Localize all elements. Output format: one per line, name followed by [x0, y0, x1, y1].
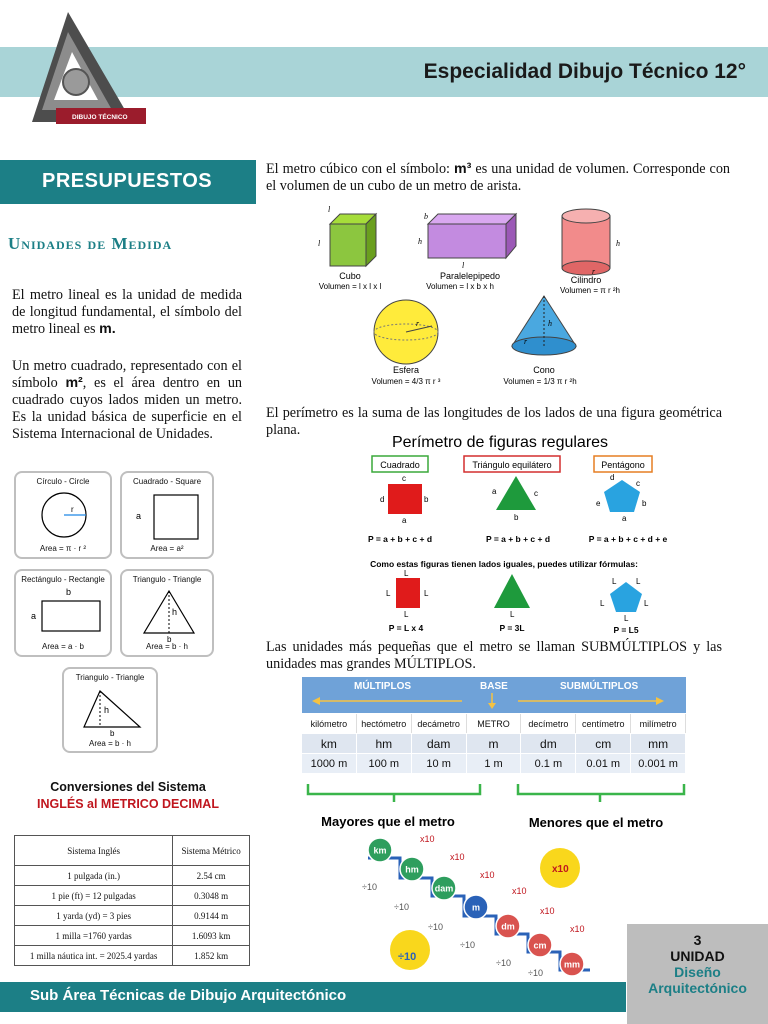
step-label-dam: dam: [434, 883, 454, 894]
unit-abbr-row: [302, 733, 686, 753]
unit-name: hectómetro: [357, 714, 412, 733]
brace-submultiples: [518, 784, 684, 802]
perimeter-figure: [350, 428, 690, 638]
svg-text:h: h: [172, 607, 178, 617]
section-title: PRESUPUESTOS: [42, 170, 213, 192]
label-menores: Menores que el metro: [528, 815, 664, 830]
unit-value: 1000 m: [302, 754, 357, 773]
square-card-title: Cuadrado - Square: [132, 477, 202, 486]
unit-value: 0.1 m: [521, 754, 576, 773]
svg-text:x10: x10: [480, 870, 495, 880]
svg-text:x10: x10: [512, 886, 527, 896]
table-row: [15, 946, 250, 966]
svg-text:b: b: [642, 499, 647, 508]
svg-text:d: d: [380, 495, 385, 504]
subheading: Unidades de Medida: [8, 234, 173, 253]
prism-name: Paralelepipedo: [439, 271, 501, 281]
cubic-symbol: m³: [454, 161, 472, 177]
unit-abbr: m: [467, 734, 522, 753]
circle-shape: [38, 489, 90, 541]
cubic-text-a: El metro cúbico con el símbolo:: [266, 161, 451, 177]
svg-text:L: L: [510, 610, 515, 619]
logo: [28, 10, 146, 128]
cell: 1 yarda (yd) = 3 pies: [15, 906, 173, 926]
svg-text:L: L: [404, 610, 409, 619]
sphere-name: Esfera: [392, 365, 420, 375]
cell: 1 milla =1760 yardas: [15, 926, 173, 946]
svg-text:÷10: ÷10: [394, 902, 409, 912]
unit-value: 100 m: [357, 754, 412, 773]
svg-text:l: l: [462, 261, 465, 270]
unit-value: 1 m: [467, 754, 522, 773]
badge-div10: [390, 930, 430, 970]
svg-text:÷10: ÷10: [460, 940, 475, 950]
rectangle-formula: Area = a · b: [41, 642, 85, 651]
footer-text: Sub Área Técnicas de Dibujo Arquitectónico: [30, 987, 347, 1004]
triangle-green: [496, 476, 536, 510]
unit-value: 0.01 m: [576, 754, 631, 773]
step-label-m: m: [471, 902, 481, 913]
triangle-formula: Area = b · h: [145, 642, 189, 651]
svg-text:d: d: [610, 473, 615, 482]
header-submultiplos: SUBMÚLTIPLOS: [560, 681, 639, 692]
step-label-mm: mm: [563, 959, 581, 970]
svg-text:b: b: [167, 635, 172, 644]
svg-text:l: l: [318, 239, 321, 248]
badge-div10-label: ÷10: [398, 951, 417, 963]
cone-figure: [512, 296, 576, 355]
unit-values-row: [302, 753, 686, 773]
svg-text:L: L: [644, 599, 649, 608]
cell: 1 pie (ft) = 12 pulgadas: [15, 886, 173, 906]
circle-card: [14, 471, 112, 559]
pentagon-blue: [604, 480, 640, 512]
cube-formula: Volumen = l x l x l: [318, 282, 382, 291]
cone-name: Cono: [533, 365, 555, 375]
label-triangle: Triángulo equilátero: [472, 460, 552, 470]
col-header-ingles: Sistema Inglés: [15, 836, 173, 866]
cell: 1.6093 km: [173, 926, 250, 946]
sphere-figure: [374, 300, 438, 364]
cube-figure: [318, 205, 376, 266]
paragraph-multiplos: Las unidades más pequeñas que el metro se llaman SUBMÚLTIPLOS y las unidades mas grandes MÚLTIPLOS.: [266, 639, 722, 672]
svg-text:a: a: [31, 611, 37, 621]
cubic-text-b: es una unidad de volumen. Corresponde con el volumen de un cubo de un metro de arista.: [266, 161, 731, 194]
rectangle-card-title: Rectángulo - Rectangle: [21, 575, 105, 584]
unit-name: METRO: [467, 714, 522, 733]
triangle2-formula: Area = b · h: [88, 739, 132, 748]
unit-name: decímetro: [521, 714, 576, 733]
svg-text:a: a: [402, 516, 407, 525]
svg-text:L: L: [636, 577, 641, 586]
page-title: Especialidad Dibujo Técnico 12°: [423, 60, 746, 83]
perimeter-title: Perímetro de figuras regulares: [391, 434, 609, 451]
unit-name: centímetro: [576, 714, 631, 733]
unit-abbr: hm: [357, 734, 412, 753]
unit-name: decámetro: [412, 714, 467, 733]
paragraph-metro-lineal: [12, 287, 242, 338]
unit-abbr: mm: [631, 734, 686, 753]
conversion-title-2: INGLÉS al METRICO DECIMAL: [37, 797, 219, 811]
svg-text:b: b: [514, 513, 519, 522]
svg-text:L: L: [612, 577, 617, 586]
table-row: [15, 926, 250, 946]
cell: 2.54 cm: [173, 866, 250, 886]
svg-text:h: h: [548, 319, 552, 328]
svg-text:c: c: [402, 474, 406, 483]
unit-abbr: cm: [576, 734, 631, 753]
conversion-table: [14, 835, 250, 966]
svg-text:÷10: ÷10: [428, 922, 443, 932]
badge-x10-label: x10: [552, 864, 569, 875]
cone-formula: Volumen = 1/3 π r ²h: [503, 377, 577, 386]
paragraph-metro-cubico: [266, 161, 730, 195]
svg-text:x10: x10: [540, 906, 555, 916]
formula-square: P = a + b + c + d: [367, 534, 433, 544]
step-label-cm: cm: [533, 940, 547, 951]
step-label-hm: hm: [405, 864, 419, 875]
step-label-dm: dm: [501, 921, 515, 932]
table-row: [15, 866, 250, 886]
short-formula-triangle: P = 3L: [499, 623, 525, 633]
cell: 1.852 km: [173, 946, 250, 966]
unit-value: 0.001 m: [631, 754, 686, 773]
unit-name-2: Arquitectónico: [648, 980, 747, 996]
cylinder-name: Cilindro: [570, 275, 602, 285]
svg-text:x10: x10: [450, 852, 465, 862]
short-formula-pentagon: P = L5: [613, 625, 639, 635]
label-mayores: Mayores que el metro: [321, 814, 455, 829]
short-formula-square: P = L x 4: [388, 623, 424, 633]
pentagon-blue-2: [610, 582, 642, 612]
svg-text:h: h: [418, 237, 422, 246]
cylinder-figure: [562, 209, 620, 276]
prism-figure: [418, 212, 516, 270]
solids-figure: [300, 206, 640, 396]
paragraph-perimetro: El perímetro es la suma de las longitudes de los lados de una figura geométrica plana.: [266, 405, 722, 438]
svg-text:c: c: [636, 479, 640, 488]
svg-text:b: b: [424, 212, 428, 221]
prism-formula: Volumen = l x b x h: [426, 282, 494, 291]
unit-name-1: Diseño: [674, 964, 721, 980]
label-square: Cuadrado: [380, 460, 420, 470]
svg-text:e: e: [596, 499, 601, 508]
svg-text:L: L: [600, 599, 605, 608]
table-row: [15, 886, 250, 906]
triangle-green-2: [494, 574, 530, 608]
units-header: [302, 677, 686, 713]
arrows: [302, 693, 686, 709]
svg-text:a: a: [136, 511, 142, 521]
unit-box: [627, 924, 768, 1024]
para2-text-a: Un metro cuadrado, representado con el símbolo: [12, 358, 242, 391]
svg-text:L: L: [424, 589, 429, 598]
step-label-km: km: [373, 845, 387, 856]
circle-card-title: Círculo - Circle: [36, 477, 90, 486]
triangle2-shape: [74, 683, 150, 737]
rectangle-card: [14, 569, 112, 657]
square-red-2: [396, 578, 420, 608]
units-table: [302, 677, 686, 773]
formula-pentagon: P = a + b + c + d + e: [588, 534, 668, 544]
svg-text:c: c: [534, 489, 538, 498]
rectangle-shape: [26, 585, 106, 639]
sphere-formula: Volumen = 4/3 π r ³: [371, 377, 441, 386]
svg-text:x10: x10: [570, 924, 585, 934]
formula-triangle: P = a + b + c + d: [485, 534, 551, 544]
cell: 0.3048 m: [173, 886, 250, 906]
para2-text-b: , es el área dentro en un cuadrado cuyos lados miden un metro. Es la unidad básica de superficie en el Sistema Internacional de Unidades.: [12, 375, 243, 442]
triangle-card: [120, 569, 214, 657]
triangle-card-title: Triangulo - Triangle: [132, 575, 202, 584]
conversion-title-1: Conversiones del Sistema: [50, 780, 206, 794]
perimeter-note: Como estas figuras tienen lados iguales, puedes utilizar fórmulas:: [370, 559, 638, 569]
header-base: BASE: [480, 681, 508, 692]
label-pentagon: Pentágono: [601, 460, 645, 470]
unit-abbr: km: [302, 734, 357, 753]
square-shape: [132, 491, 202, 543]
svg-text:b: b: [66, 587, 72, 597]
header-multiplos: MÚLTIPLOS: [354, 681, 412, 692]
unit-abbr: dam: [412, 734, 467, 753]
svg-text:L: L: [386, 589, 391, 598]
cell: 1 pulgada (in.): [15, 866, 173, 886]
svg-text:÷10: ÷10: [528, 968, 543, 978]
triangle-shape: [134, 587, 204, 644]
paragraph-metro-cuadrado: [12, 358, 242, 443]
svg-text:h: h: [104, 705, 110, 715]
col-header-metrico: Sistema Métrico: [173, 836, 250, 866]
para1-symbol: m.: [99, 321, 116, 337]
unit-abbr: dm: [521, 734, 576, 753]
para2-symbol: m²: [65, 375, 83, 391]
square-red: [388, 484, 422, 514]
triangle2-card-title: Triangulo - Triangle: [75, 673, 145, 682]
logo-text: DIBUJO TÉCNICO: [72, 114, 128, 121]
svg-text:÷10: ÷10: [362, 882, 377, 892]
svg-text:b: b: [110, 729, 115, 738]
table-header-row: [15, 836, 250, 866]
svg-text:r: r: [524, 337, 528, 346]
svg-text:l: l: [328, 205, 331, 214]
svg-text:÷10: ÷10: [496, 958, 511, 968]
svg-text:h: h: [616, 239, 620, 248]
svg-text:r: r: [416, 319, 420, 328]
unit-value: 10 m: [412, 754, 467, 773]
svg-text:a: a: [622, 514, 627, 523]
brace-multiples: [308, 784, 480, 802]
unit-number: 3: [693, 932, 702, 948]
triangle2-card: [62, 667, 158, 753]
cylinder-formula: Volumen = π r ²h: [560, 286, 620, 295]
square-formula: Area = a²: [150, 544, 184, 553]
unit-label: UNIDAD: [670, 948, 725, 964]
gear-icon: [63, 69, 89, 95]
svg-text:r: r: [71, 505, 74, 514]
cube-name: Cubo: [339, 271, 361, 281]
para1-text: El metro lineal es la unidad de medida de longitud fundamental, el símbolo del metro lineal es: [12, 287, 242, 337]
cell: 1 milla náutica int. = 2025.4 yardas: [15, 946, 173, 966]
svg-text:r: r: [592, 267, 596, 276]
svg-text:a: a: [492, 487, 497, 496]
cell: 0.9144 m: [173, 906, 250, 926]
svg-text:b: b: [424, 495, 429, 504]
square-card: [120, 471, 214, 559]
unit-names-row: [302, 713, 686, 733]
unit-name: milímetro: [631, 714, 686, 733]
svg-text:x10: x10: [420, 834, 435, 844]
unit-name: kilómetro: [302, 714, 357, 733]
circle-formula: Area = π · r ²: [39, 544, 87, 553]
table-row: [15, 906, 250, 926]
svg-text:L: L: [624, 614, 629, 623]
svg-text:L: L: [404, 569, 409, 578]
